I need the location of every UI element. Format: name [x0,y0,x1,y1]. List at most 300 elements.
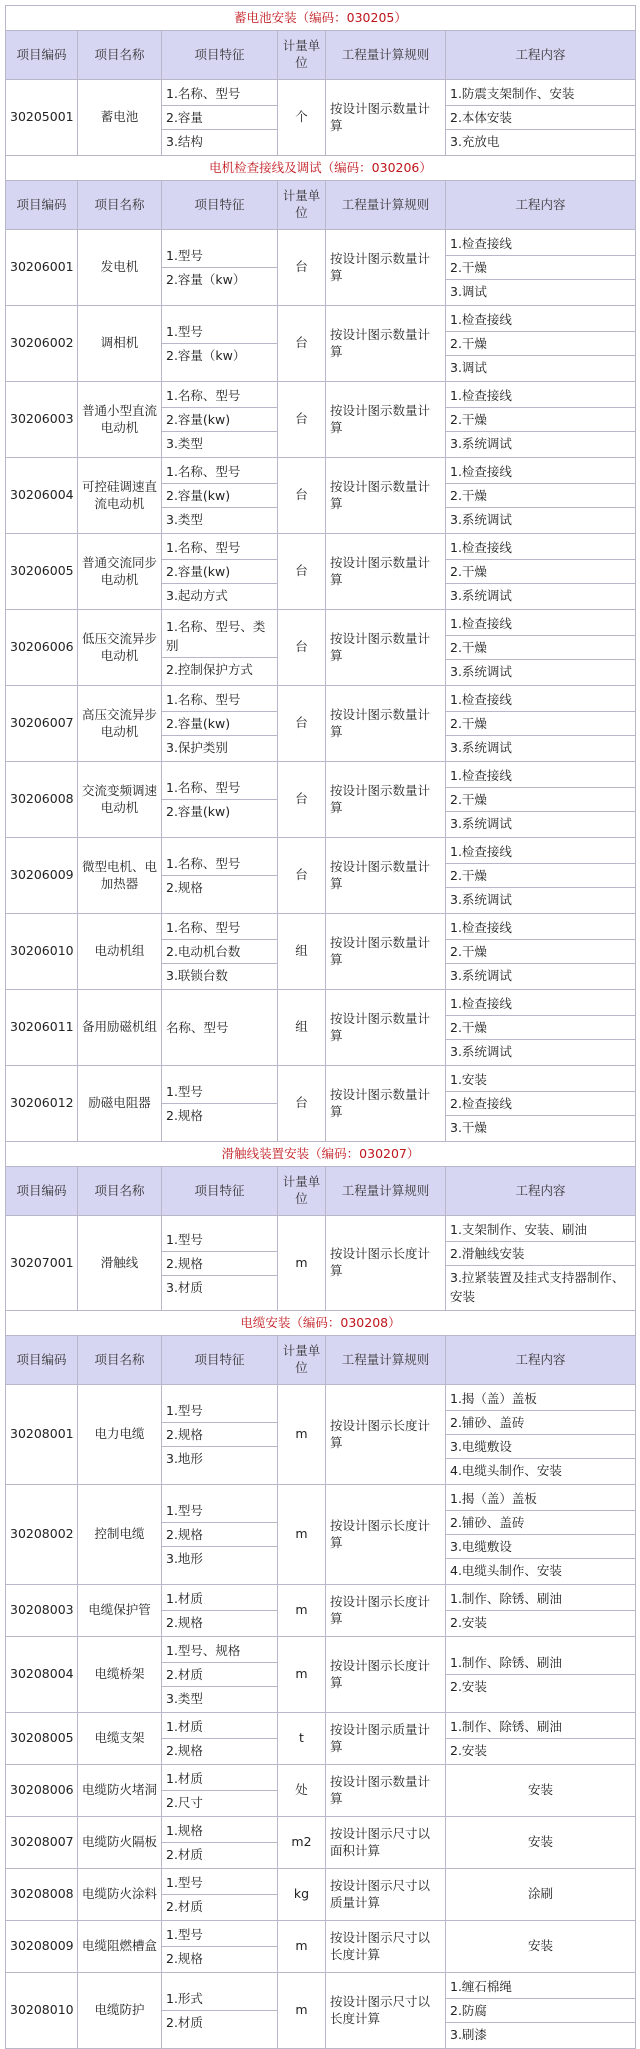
feature-line: 1.形式 [166,1991,203,2006]
work-line: 1.检查接线 [450,540,512,555]
item-name: 微型电机、电加热器 [78,838,162,914]
table-row [6,534,636,610]
feature-line: 1.型号 [166,1403,203,1418]
work-line: 1.制作、除锈、刷油 [450,1591,562,1606]
item-name: 普通小型直流电动机 [78,382,162,458]
header-rule: 工程量计算规则 [326,1167,446,1216]
section-title: 电机检查接线及调试（编码：030206） [6,156,636,181]
item-features [162,230,278,306]
feature-line: 3.结构 [162,129,277,153]
section-title: 滑触线装置安装（编码：030207） [6,1142,636,1167]
header-unit: 计量单位 [278,1336,326,1385]
work-line: 1.制作、除锈、刷油 [450,1719,562,1734]
item-work [446,990,636,1066]
item-code: 30206012 [6,1066,78,1142]
feature-line: 1.名称、型号 [166,464,241,479]
item-unit: t [278,1713,326,1765]
table-row [6,230,636,306]
item-work [446,534,636,610]
header-name: 项目名称 [78,1336,162,1385]
work-line: 3.系统调试 [446,431,635,455]
work-line: 3.系统调试 [446,507,635,531]
item-features [162,990,278,1066]
header-work: 工程内容 [446,1336,636,1385]
item-unit: m [278,1385,326,1485]
item-rule: 按设计图示尺寸以面积计算 [326,1817,446,1869]
item-features [162,1385,278,1485]
table-row [6,80,636,156]
work-line: 3.调试 [446,279,635,303]
feature-line: 1.名称、型号、类别 [166,618,266,653]
item-unit: m [278,1216,326,1311]
header-code: 项目编码 [6,1336,78,1385]
item-code: 30208008 [6,1869,78,1921]
header-rule: 工程量计算规则 [326,31,446,80]
work-line: 1.检查接线 [450,692,512,707]
work-line: 3.充放电 [446,129,635,153]
item-features [162,80,278,156]
work-line: 3.系统调试 [446,659,635,683]
feature-line: 3.类型 [162,431,277,455]
item-name: 控制电缆 [78,1485,162,1585]
item-features [162,1869,278,1921]
work-line: 2.干燥 [446,559,635,583]
work-line: 1.制作、除锈、刷油 [450,1655,562,1670]
feature-line: 2.规格 [162,1610,277,1634]
table-row [6,1817,636,1869]
work-line: 3.系统调试 [446,811,635,835]
item-work [446,382,636,458]
feature-line: 3.材质 [162,1275,277,1299]
item-rule: 按设计图示尺寸以长度计算 [326,1921,446,1973]
item-work [446,80,636,156]
header-rule: 工程量计算规则 [326,1336,446,1385]
feature-line: 1.型号 [166,1231,203,1247]
item-unit: 台 [278,534,326,610]
feature-line: 1.名称、型号 [166,540,241,555]
item-features [162,382,278,458]
item-name: 发电机 [78,230,162,306]
feature-line: 2.规格 [162,1522,277,1546]
feature-line: 3.地形 [162,1446,277,1470]
work-line: 1.支架制作、安装、刷油 [450,1222,587,1237]
item-work [446,1385,636,1485]
item-features [162,1585,278,1637]
item-work [446,1485,636,1585]
table-row [6,914,636,990]
feature-line: 2.规格 [162,1103,277,1127]
header-feature: 项目特征 [162,1167,278,1216]
item-features [162,1637,278,1713]
item-code: 30206011 [6,990,78,1066]
item-unit: 台 [278,686,326,762]
feature-line: 2.控制保护方式 [162,657,277,681]
work-line: 2.安装 [446,1610,635,1634]
feature-line: 名称、型号 [166,1020,229,1035]
section-title-row [6,156,636,181]
work-line: 1.检查接线 [450,844,512,859]
item-unit: m [278,1921,326,1973]
work-line: 3.调试 [446,355,635,379]
work-line: 1.检查接线 [450,920,512,935]
feature-line: 3.起动方式 [162,583,277,607]
item-name: 可控硅调速直流电动机 [78,458,162,534]
item-code: 30208004 [6,1637,78,1713]
header-name: 项目名称 [78,31,162,80]
item-features [162,1973,278,2049]
header-name: 项目名称 [78,181,162,230]
feature-line: 2.规格 [162,1738,277,1762]
feature-line: 1.名称、型号 [166,86,241,101]
item-unit: m [278,1973,326,2049]
item-features [162,458,278,534]
item-unit: 台 [278,838,326,914]
item-work [446,1216,636,1311]
work-line: 3.系统调试 [446,735,635,759]
feature-line: 2.尺寸 [162,1790,277,1814]
item-rule: 按设计图示数量计算 [326,230,446,306]
item-rule: 按设计图示数量计算 [326,762,446,838]
item-unit: 台 [278,610,326,686]
item-unit: 台 [278,306,326,382]
work-line: 2.干燥 [446,939,635,963]
item-features [162,1817,278,1869]
work-line: 1.检查接线 [450,616,512,631]
item-features [162,1713,278,1765]
item-rule: 按设计图示长度计算 [326,1637,446,1713]
item-work: 安装 [446,1817,636,1869]
table-row [6,306,636,382]
item-code: 30206007 [6,686,78,762]
header-feature: 项目特征 [162,31,278,80]
item-code: 30206010 [6,914,78,990]
header-rule: 工程量计算规则 [326,181,446,230]
work-line: 3.电缆敷设 [446,1534,635,1558]
item-rule: 按设计图示长度计算 [326,1385,446,1485]
item-rule: 按设计图示长度计算 [326,1485,446,1585]
item-rule: 按设计图示数量计算 [326,990,446,1066]
work-line: 1.检查接线 [450,768,512,783]
table-row [6,1637,636,1713]
feature-line: 2.规格 [162,875,277,899]
item-features [162,838,278,914]
item-features [162,914,278,990]
item-name: 电力电缆 [78,1385,162,1485]
item-name: 电缆防火涂料 [78,1869,162,1921]
item-code: 30206009 [6,838,78,914]
item-code: 30205001 [6,80,78,156]
table-row [6,1216,636,1311]
item-unit: m [278,1637,326,1713]
feature-line: 1.名称、型号 [166,388,241,403]
item-features [162,610,278,686]
feature-line: 1.型号 [166,324,203,339]
feature-line: 2.材质 [162,1662,277,1686]
item-work [446,230,636,306]
item-unit: 个 [278,80,326,156]
work-line: 2.干燥 [446,331,635,355]
header-code: 项目编码 [6,181,78,230]
table-row [6,1765,636,1817]
item-code: 30208003 [6,1585,78,1637]
item-code: 30208001 [6,1385,78,1485]
item-work [446,1637,636,1713]
header-row [6,181,636,230]
item-rule: 按设计图示尺寸以质量计算 [326,1869,446,1921]
work-line: 3.系统调试 [446,1039,635,1063]
feature-line: 2.规格 [162,1251,277,1275]
work-line: 1.缠石棉绳 [450,1979,512,1994]
work-line: 3.刷漆 [446,2022,635,2046]
item-unit: 组 [278,914,326,990]
table-row [6,990,636,1066]
header-row [6,1336,636,1385]
item-code: 30206001 [6,230,78,306]
item-unit: 台 [278,230,326,306]
header-unit: 计量单位 [278,181,326,230]
item-code: 30208010 [6,1973,78,2049]
item-code: 30206006 [6,610,78,686]
item-code: 30208005 [6,1713,78,1765]
item-rule: 按设计图示数量计算 [326,382,446,458]
item-name: 备用励磁机组 [78,990,162,1066]
work-line: 3.电缆敷设 [446,1434,635,1458]
table-row [6,1921,636,1973]
feature-line: 1.型号、规格 [166,1643,241,1658]
feature-line: 3.地形 [162,1546,277,1570]
item-rule: 按设计图示数量计算 [326,686,446,762]
header-work: 工程内容 [446,31,636,80]
work-line: 3.系统调试 [446,887,635,911]
work-line: 2.安装 [446,1674,635,1698]
item-unit: m [278,1485,326,1585]
table-row [6,1585,636,1637]
feature-line: 2.材质 [162,1894,277,1918]
item-name: 电缆桥架 [78,1637,162,1713]
feature-line: 3.类型 [162,1686,277,1710]
item-name: 电缆防护 [78,1973,162,2049]
work-line: 2.干燥 [446,863,635,887]
item-work [446,686,636,762]
feature-line: 1.规格 [166,1823,203,1838]
section-title: 电缆安装（编码：030208） [6,1311,636,1336]
feature-line: 2.规格 [162,1946,277,1970]
item-name: 低压交流异步 电动机 [78,610,162,686]
feature-line: 1.名称、型号 [166,780,241,795]
work-line: 1.检查接线 [450,996,512,1011]
feature-line: 1.型号 [166,1927,203,1942]
item-unit: 台 [278,458,326,534]
table-row [6,1385,636,1485]
feature-line: 2.容量（kw） [162,267,277,291]
work-line: 1.揭（盖）盖板 [450,1491,537,1506]
feature-line: 2.容量 [162,105,277,129]
table-row [6,1485,636,1585]
item-features [162,1485,278,1585]
work-line: 2.干燥 [446,255,635,279]
item-rule: 按设计图示数量计算 [326,1765,446,1817]
item-work [446,1973,636,2049]
item-name: 励磁电阻器 [78,1066,162,1142]
item-rule: 按设计图示长度计算 [326,1585,446,1637]
item-code: 30208007 [6,1817,78,1869]
section-title-row [6,6,636,31]
feature-line: 2.材质 [162,2010,277,2034]
item-unit: 台 [278,1066,326,1142]
item-unit: m [278,1585,326,1637]
section-title: 蓄电池安装（编码：030205） [6,6,636,31]
item-rule: 按设计图示数量计算 [326,534,446,610]
feature-line: 3.联锁台数 [162,963,277,987]
work-line: 3.系统调试 [446,583,635,607]
work-line: 1.检查接线 [450,312,512,327]
work-line: 4.电缆头制作、安装 [446,1458,635,1482]
feature-line: 1.材质 [166,1771,203,1786]
item-features [162,1765,278,1817]
table-row [6,1066,636,1142]
item-work [446,306,636,382]
work-line: 1.防震支架制作、安装 [450,86,575,101]
table-row [6,838,636,914]
item-unit: 台 [278,762,326,838]
item-features [162,1216,278,1311]
item-rule: 按设计图示数量计算 [326,610,446,686]
feature-line: 2.容量(kw) [162,407,277,431]
item-code: 30206008 [6,762,78,838]
table-row [6,1973,636,2049]
header-row [6,31,636,80]
feature-line: 1.材质 [166,1719,203,1734]
item-name: 电缆防火隔板 [78,1817,162,1869]
item-code: 30206004 [6,458,78,534]
feature-line: 1.型号 [166,1503,203,1518]
header-feature: 项目特征 [162,181,278,230]
item-unit: m2 [278,1817,326,1869]
item-name: 高压交流异步 电动机 [78,686,162,762]
feature-line: 2.容量(kw) [162,483,277,507]
item-work [446,1713,636,1765]
item-work: 涂刷 [446,1869,636,1921]
table-row [6,1869,636,1921]
header-row [6,1167,636,1216]
work-line: 3.系统调试 [446,963,635,987]
work-line: 3.干燥 [446,1115,635,1139]
feature-line: 2.材质 [162,1842,277,1866]
feature-line: 2.容量(kw) [162,711,277,735]
work-line: 2.干燥 [446,635,635,659]
work-line: 1.安装 [450,1072,487,1087]
item-code: 30207001 [6,1216,78,1311]
item-code: 30206003 [6,382,78,458]
item-unit: 台 [278,382,326,458]
section-title-row [6,1142,636,1167]
item-rule: 按设计图示数量计算 [326,458,446,534]
item-work [446,1585,636,1637]
item-code: 30208002 [6,1485,78,1585]
header-work: 工程内容 [446,181,636,230]
feature-line: 2.电动机台数 [162,939,277,963]
item-name: 电缆保护管 [78,1585,162,1637]
work-line: 4.电缆头制作、安装 [446,1558,635,1582]
item-name: 普通交流同步电动机 [78,534,162,610]
work-line: 2.干燥 [446,1015,635,1039]
item-code: 30208006 [6,1765,78,1817]
feature-line: 1.型号 [166,248,203,263]
item-work: 安装 [446,1921,636,1973]
item-name: 滑触线 [78,1216,162,1311]
table-row [6,1713,636,1765]
item-features [162,686,278,762]
item-code: 30206005 [6,534,78,610]
item-code: 30206002 [6,306,78,382]
item-features [162,534,278,610]
work-line: 1.揭（盖）盖板 [450,1391,537,1406]
feature-line: 2.规格 [162,1422,277,1446]
header-feature: 项目特征 [162,1336,278,1385]
work-line: 2.滑触线安装 [446,1241,635,1265]
feature-line: 2.容量(kw) [162,559,277,583]
item-features [162,306,278,382]
header-unit: 计量单位 [278,1167,326,1216]
work-line: 2.干燥 [446,711,635,735]
item-rule: 按设计图示长度计算 [326,1216,446,1311]
feature-line: 1.名称、型号 [166,692,241,707]
item-work [446,458,636,534]
item-work: 安装 [446,1765,636,1817]
work-line: 2.检查接线 [446,1091,635,1115]
item-features [162,1921,278,1973]
item-name: 电动机组 [78,914,162,990]
item-rule: 按设计图示数量计算 [326,914,446,990]
table-row [6,762,636,838]
header-code: 项目编码 [6,1167,78,1216]
item-rule: 按设计图示尺寸以长度计算 [326,1973,446,2049]
work-line: 2.干燥 [446,407,635,431]
header-name: 项目名称 [78,1167,162,1216]
feature-line: 1.材质 [166,1591,203,1606]
item-rule: 按设计图示质量计算 [326,1713,446,1765]
section-title-row [6,1311,636,1336]
item-name: 电缆支架 [78,1713,162,1765]
item-features [162,1066,278,1142]
header-code: 项目编码 [6,31,78,80]
header-unit: 计量单位 [278,31,326,80]
feature-line: 3.类型 [162,507,277,531]
work-line: 2.安装 [446,1738,635,1762]
item-name: 调相机 [78,306,162,382]
item-unit: 组 [278,990,326,1066]
item-rule: 按设计图示数量计算 [326,838,446,914]
item-work [446,1066,636,1142]
work-line: 2.本体安装 [446,105,635,129]
work-line: 2.铺砂、盖砖 [446,1510,635,1534]
work-line: 1.检查接线 [450,388,512,403]
item-code: 30208009 [6,1921,78,1973]
work-line: 2.防腐 [446,1998,635,2022]
item-rule: 按设计图示数量计算 [326,306,446,382]
item-rule: 按设计图示数量计算 [326,80,446,156]
work-line: 2.干燥 [446,787,635,811]
table-row [6,610,636,686]
work-line: 3.拉紧装置及挂式支持器制作、安装 [446,1265,635,1308]
feature-line: 1.型号 [166,1875,203,1890]
item-work [446,838,636,914]
item-work [446,914,636,990]
feature-line: 1.型号 [166,1084,203,1099]
item-unit: kg [278,1869,326,1921]
feature-line: 3.保护类别 [162,735,277,759]
work-line: 2.干燥 [446,483,635,507]
